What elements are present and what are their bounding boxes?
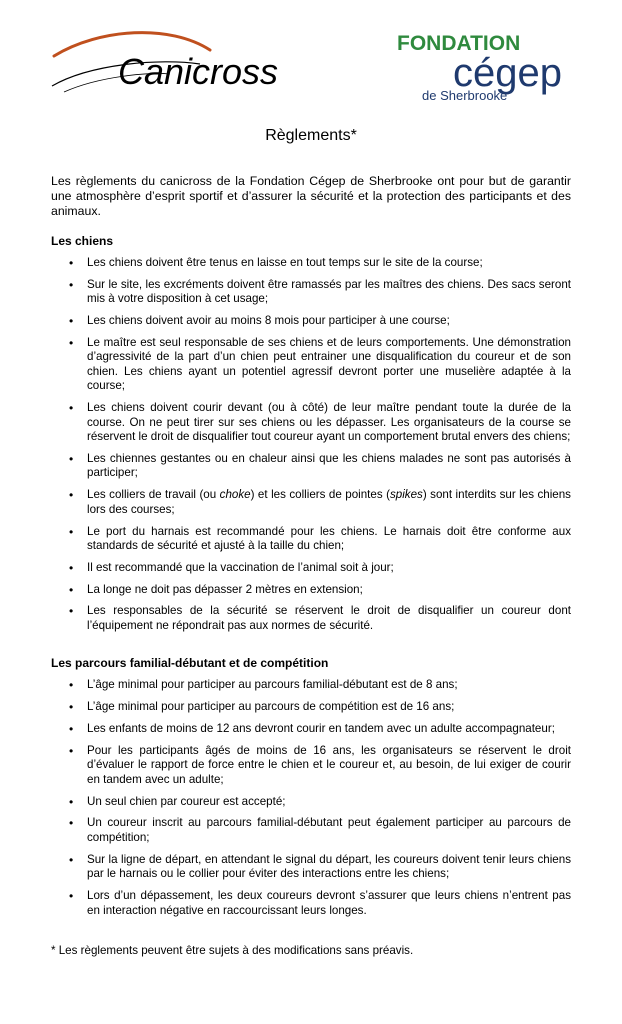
list-item: • Les chiens doivent avoir au moins 8 mois pour participer à une course; — [51, 314, 571, 329]
list-item: • Pour les participants âgés de moins de 16 ans, les organisateurs se réservent le droit d’évaluer le rapport de force entre le chien et le coureur et, au besoin, de lui exiger de courir en tandem avec un adulte; — [51, 744, 571, 788]
document-body — [51, 174, 571, 957]
sherbrooke-wordmark: de Sherbrooke — [422, 88, 508, 103]
page-title: Règlements* — [265, 127, 357, 144]
canicross-logo — [50, 24, 290, 99]
canicross-wordmark: Canicross — [118, 51, 279, 92]
intro-paragraph: Les règlements du canicross de la Fondation Cégep de Sherbrooke ont pour but de garantir une atmosphère d’esprit sportif et d’assurer la sécurité et la protection des participants et des animaux. — [51, 174, 571, 218]
fondation-cegep-logo — [395, 30, 585, 105]
fondation-wordmark: FONDATION — [397, 32, 521, 55]
section-title-parcours: Les parcours familial-débutant et de compétition — [51, 656, 329, 671]
list-item: • Les chiens doivent être tenus en laisse en tout temps sur le site de la course; — [51, 256, 571, 271]
list-item: • Les colliers de travail (ou choke) et les colliers de pointes (spikes) sont interdits sur les chiens lors des courses; — [51, 488, 571, 517]
footnote: * Les règlements peuvent être sujets à des modifications sans préavis. — [51, 944, 414, 958]
list-item: • L’âge minimal pour participer au parcours de compétition est de 16 ans; — [51, 700, 571, 715]
list-item: • Les chiens doivent courir devant (ou à côté) de leur maître pendant toute la durée de la course. On ne peut tirer sur ses chiens ou les dépasser. Les organisateurs de la course se réservent le droit de disqualifier tout coureur ayant un comportement brutal envers des chiens; — [51, 401, 571, 445]
section-title-chiens: Les chiens — [51, 234, 114, 248]
list-item: • Sur la ligne de départ, en attendant le signal du départ, les coureurs doivent tenir leurs chiens par le harnais ou le collier pour éviter des interactions entre les chiens; — [51, 853, 571, 882]
list-item: • Le maître est seul responsable de ses chiens et de leurs comportements. Une démonstration d’agressivité de la part d’un chien peut entrainer une disqualification du coureur et de son chien. Les chiens ayant un potentiel agressif devront porter une muselière adaptée à la course; — [51, 336, 571, 394]
list-item: • Sur le site, les excréments doivent être ramassés par les maîtres des chiens. Des sacs seront mis à votre disposition à cet usage; — [51, 278, 571, 307]
list-item: • Il est recommandé que la vaccination de l’animal soit à jour; — [51, 561, 571, 576]
rules-list-parcours — [51, 678, 571, 918]
list-item: • Le port du harnais est recommandé pour les chiens. Le harnais doit être conforme aux standards de sécurité et ajusté à la taille du chien; — [51, 525, 571, 554]
list-item: • Un coureur inscrit au parcours familial-débutant peut également participer au parcours de compétition; — [51, 816, 571, 845]
list-item: • Un seul chien par coureur est accepté; — [51, 795, 571, 810]
list-item: • Les responsables de la sécurité se réservent le droit de disqualifier un coureur dont l’équipement ne répondrait pas aux normes de sécurité. — [51, 604, 571, 633]
list-item: • Lors d’un dépassement, les deux coureurs devront s’assurer que leurs chiens n’entrent pas en interaction négative en raccourcissant leurs longes. — [51, 889, 571, 918]
list-item: • La longe ne doit pas dépasser 2 mètres en extension; — [51, 583, 571, 598]
list-item: • L’âge minimal pour participer au parcours familial-débutant est de 8 ans; — [51, 678, 571, 693]
list-item: • Les enfants de moins de 12 ans devront courir en tandem avec un adulte accompagnateur; — [51, 722, 571, 737]
list-item: • Les chiennes gestantes ou en chaleur ainsi que les chiens malades ne sont pas autorisés à participer; — [51, 452, 571, 481]
page-header — [0, 0, 622, 110]
cegep-wordmark: cégep — [453, 51, 562, 95]
rules-list-chiens — [51, 256, 571, 633]
